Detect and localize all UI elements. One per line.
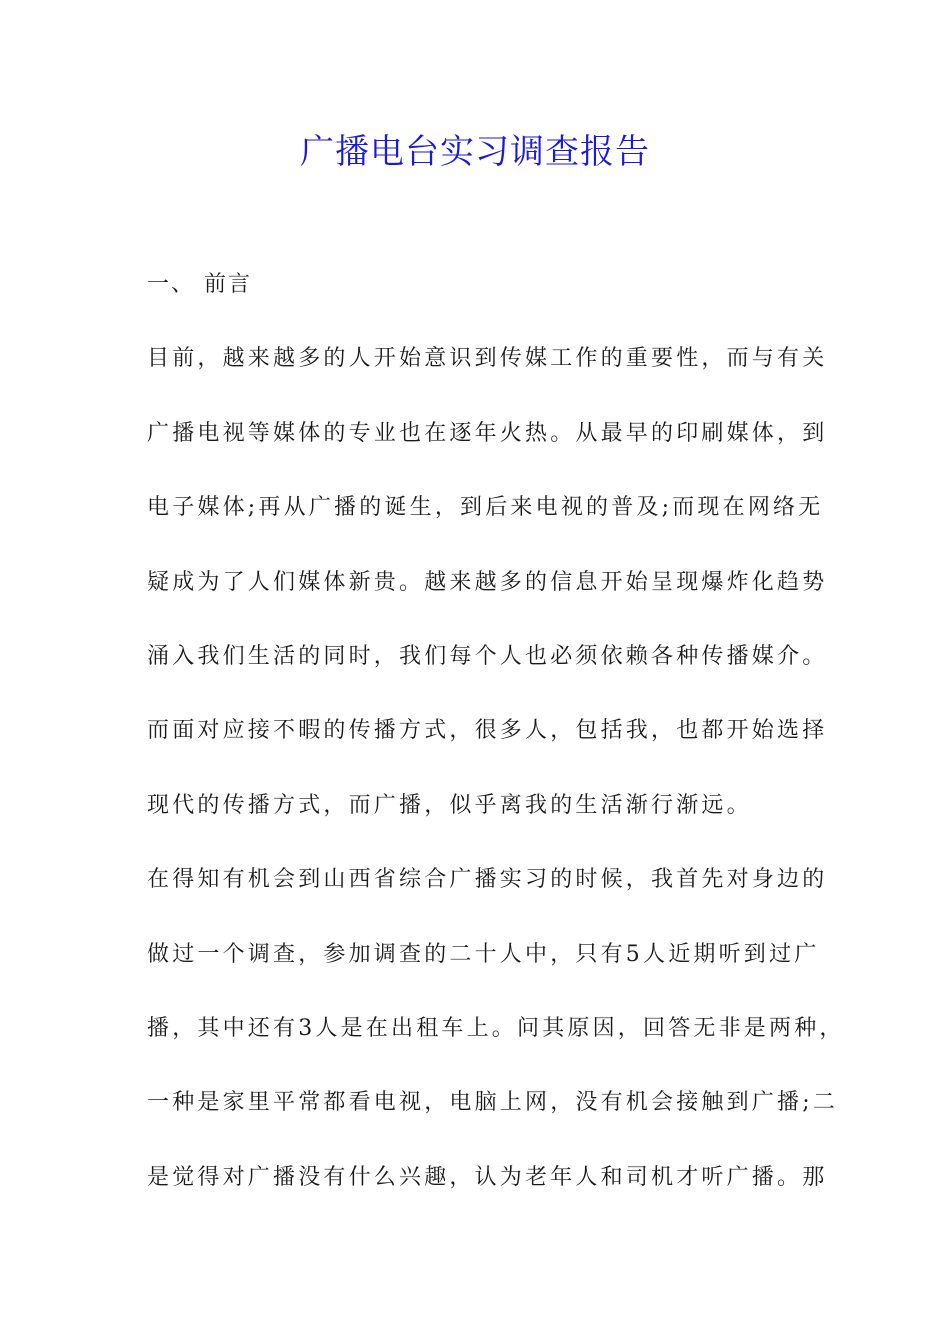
paragraph-line: 播，其中还有3人是在出租车上。问其原因，回答无非是两种， xyxy=(147,1015,845,1041)
document-body xyxy=(147,262,845,1229)
section-heading: 一、 前言 xyxy=(147,272,252,297)
paragraph-line: 广播电视等媒体的专业也在逐年火热。从最早的印刷媒体，到 xyxy=(147,420,828,446)
paragraph-line: 涌入我们生活的同时，我们每个人也必须依赖各种传播媒介。 xyxy=(147,643,828,669)
paragraph-line: 电子媒体;再从广播的诞生，到后来电视的普及;而现在网络无 xyxy=(147,495,824,521)
paragraph-line: 做过一个调查，参加调查的二十人中，只有5人近期听到过广 xyxy=(147,941,820,967)
paragraph-line: 一种是家里平常都看电视，电脑上网，没有机会接触到广播;二 xyxy=(147,1090,839,1116)
paragraph-line: 目前，越来越多的人开始意识到传媒工作的重要性，而与有关 xyxy=(147,346,828,372)
paragraph-line: 疑成为了人们媒体新贵。越来越多的信息开始呈现爆炸化趋势 xyxy=(147,569,828,595)
paragraph-line: 而面对应接不暇的传播方式，很多人，包括我，也都开始选择 xyxy=(147,718,828,744)
paragraph-line: 现代的传播方式，而广播，似乎离我的生活渐行渐远。 xyxy=(147,792,752,818)
paragraph-line: 在得知有机会到山西省综合广播实习的时候，我首先对身边的 xyxy=(147,867,828,893)
paragraph-line: 是觉得对广播没有什么兴趣，认为老年人和司机才听广播。那 xyxy=(147,1164,828,1190)
document-title: 广播电台实习调查报告 xyxy=(300,132,650,172)
